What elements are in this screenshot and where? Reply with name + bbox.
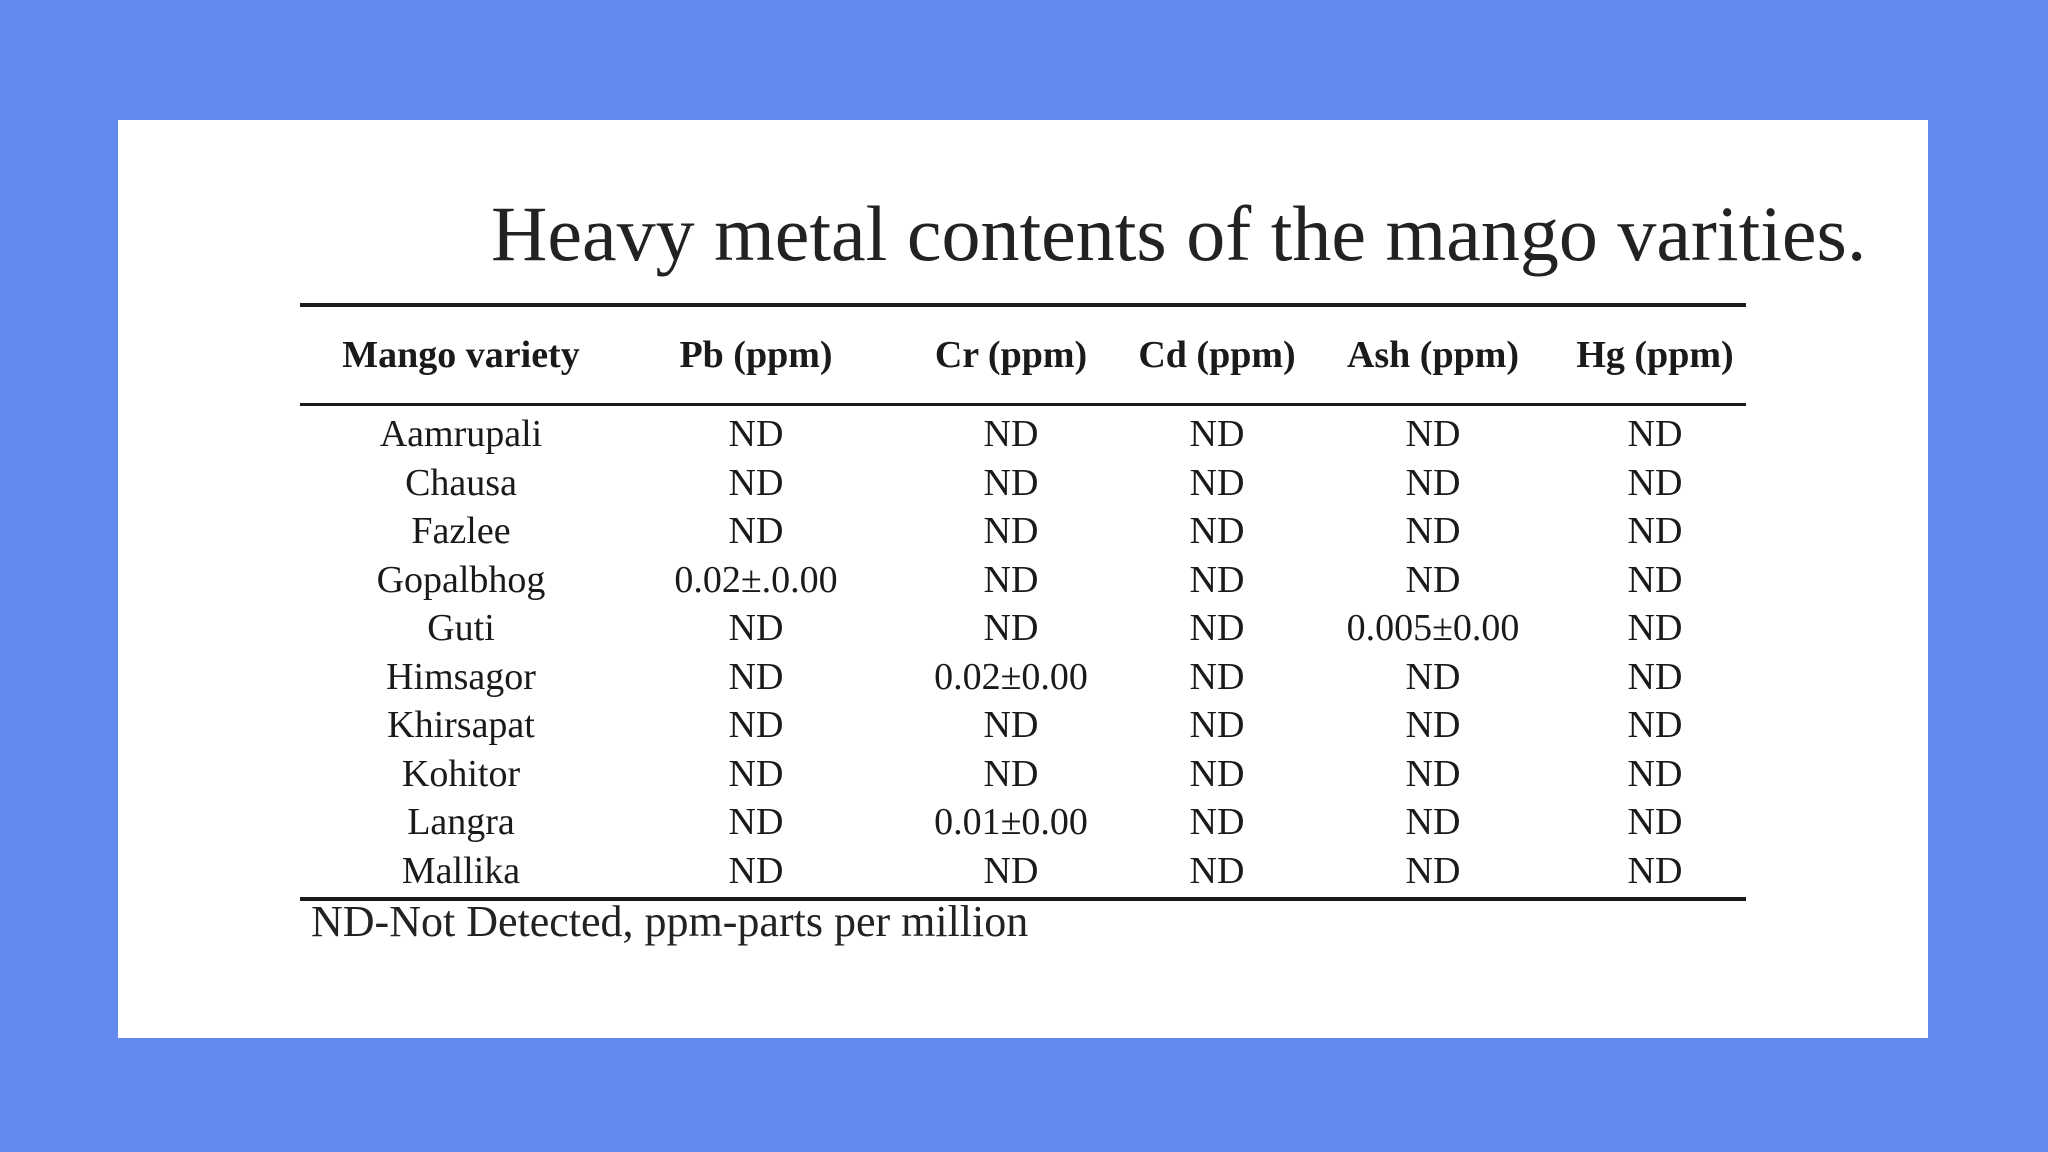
table-row xyxy=(300,653,1746,702)
cell-cr: ND xyxy=(983,558,1039,601)
cell-cr: 0.02±0.00 xyxy=(934,655,1088,698)
header-pb: Pb (ppm) xyxy=(622,305,890,405)
cell-hg: ND xyxy=(1627,704,1683,746)
table-row xyxy=(300,556,1746,605)
cell-hg: ND xyxy=(1627,801,1683,843)
cell-cr: ND xyxy=(983,413,1039,455)
cell-variety: Aamrupali xyxy=(379,413,543,455)
cell-ash: ND xyxy=(1405,413,1461,455)
cell-pb: ND xyxy=(728,510,784,552)
cell-cd: ND xyxy=(1189,849,1245,892)
table-row xyxy=(300,459,1746,508)
slide-card xyxy=(118,120,1928,1038)
cell-pb: ND xyxy=(728,849,784,892)
cell-ash: ND xyxy=(1405,655,1461,698)
table-row xyxy=(300,701,1746,750)
cell-cd: ND xyxy=(1189,510,1245,552)
cell-ash: ND xyxy=(1405,704,1461,746)
cell-ash: ND xyxy=(1405,801,1461,843)
cell-pb: ND xyxy=(728,801,784,843)
cell-cd: ND xyxy=(1189,752,1245,795)
cell-hg: ND xyxy=(1627,607,1683,649)
cell-cd: ND xyxy=(1189,801,1245,843)
cell-cr: ND xyxy=(983,607,1039,649)
cell-hg: ND xyxy=(1627,558,1683,601)
cell-ash: ND xyxy=(1405,752,1461,795)
cell-cd: ND xyxy=(1189,704,1245,746)
cell-pb: ND xyxy=(728,655,784,698)
table-row xyxy=(300,847,1746,900)
cell-hg: ND xyxy=(1627,752,1683,795)
cell-cr: ND xyxy=(983,849,1039,892)
cell-ash: ND xyxy=(1405,558,1461,601)
cell-pb: ND xyxy=(728,752,784,795)
cell-hg: ND xyxy=(1627,413,1683,455)
cell-cd: ND xyxy=(1189,413,1245,455)
slide-title: Heavy metal contents of the mango varities. xyxy=(491,190,1867,277)
cell-ash: ND xyxy=(1405,510,1461,552)
header-cd: Cd (ppm) xyxy=(1132,305,1302,405)
cell-cr: ND xyxy=(983,752,1039,795)
table-footnote: ND-Not Detected, ppm-parts per million xyxy=(311,897,1029,946)
cell-hg: ND xyxy=(1627,510,1683,552)
cell-pb: ND xyxy=(728,704,784,746)
cell-variety: Guti xyxy=(427,607,495,649)
header-ash: Ash (ppm) xyxy=(1302,305,1564,405)
table-row xyxy=(300,798,1746,847)
cell-cd: ND xyxy=(1189,461,1245,504)
cell-pb: 0.02±.0.00 xyxy=(674,558,838,601)
cell-hg: ND xyxy=(1627,461,1683,504)
cell-cr: ND xyxy=(983,704,1039,746)
cell-variety: Fazlee xyxy=(411,510,511,552)
cell-variety: Khirsapat xyxy=(387,704,535,746)
cell-cr: 0.01±0.00 xyxy=(934,801,1088,843)
cell-pb: ND xyxy=(728,607,784,649)
cell-pb: ND xyxy=(728,461,784,504)
heavy-metal-table xyxy=(300,303,1746,901)
cell-variety: Gopalbhog xyxy=(376,558,546,601)
cell-variety: Kohitor xyxy=(401,752,521,795)
cell-ash: ND xyxy=(1405,849,1461,892)
header-hg: Hg (ppm) xyxy=(1564,305,1746,405)
cell-cd: ND xyxy=(1189,655,1245,698)
cell-pb: ND xyxy=(728,413,784,455)
table-container xyxy=(300,303,1746,901)
cell-cr: ND xyxy=(983,461,1039,504)
table-header-row xyxy=(300,305,1746,405)
cell-ash: 0.005±0.00 xyxy=(1346,607,1520,649)
cell-cr: ND xyxy=(983,510,1039,552)
cell-variety: Langra xyxy=(407,801,515,843)
cell-variety: Chausa xyxy=(405,461,517,504)
table-row xyxy=(300,405,1746,459)
cell-variety: Mallika xyxy=(401,849,521,892)
table-row xyxy=(300,604,1746,653)
table-row xyxy=(300,750,1746,799)
cell-cd: ND xyxy=(1189,607,1245,649)
cell-hg: ND xyxy=(1627,655,1683,698)
cell-hg: ND xyxy=(1627,849,1683,892)
table-row xyxy=(300,507,1746,556)
cell-cd: ND xyxy=(1189,558,1245,601)
cell-variety: Himsagor xyxy=(386,655,536,698)
header-mango-variety: Mango variety xyxy=(300,305,622,405)
header-cr: Cr (ppm) xyxy=(890,305,1132,405)
cell-ash: ND xyxy=(1405,461,1461,504)
